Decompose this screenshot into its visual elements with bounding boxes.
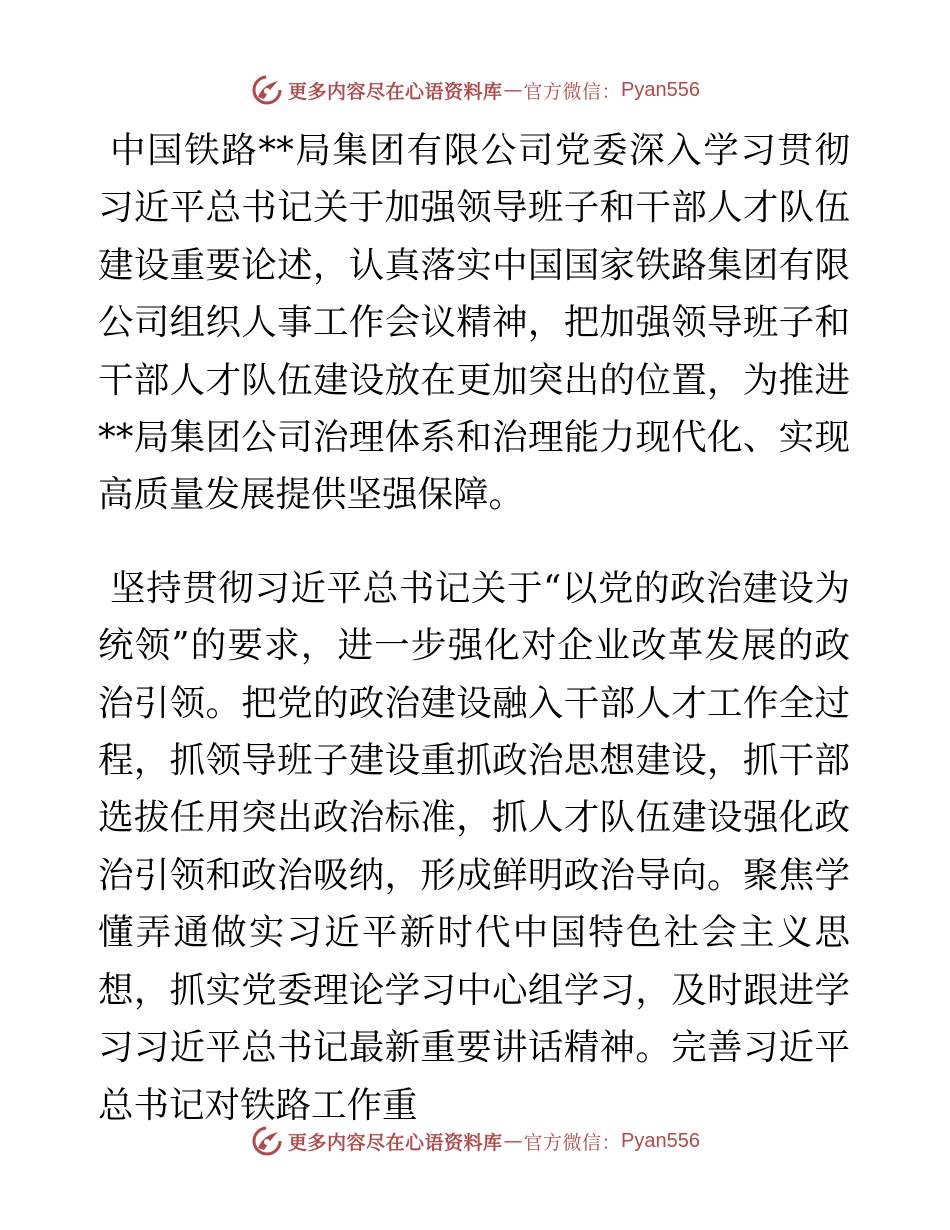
banner-wechat-id: Pyan556 xyxy=(621,78,700,101)
banner-separator: — xyxy=(503,79,523,101)
banner-slogan: 更多内容尽在心语资料库 xyxy=(288,80,503,103)
banner-wechat-label: 官方微信： xyxy=(523,80,622,103)
footer-banner xyxy=(0,1121,950,1161)
paragraph-1: 中国铁路**局集团有限公司党委深入学习贯彻习近平总书记关于加强领导班子和干部人才队伍建设重要论述，认真落实中国国家铁路集团有限公司组织人事工作会议精神，把加强领导班子和干部人才队伍建设放在更加突出的位置，为推进**局集团公司治理体系和治理能力现代化、实现高质量发展提供坚强保障。 xyxy=(98,130,850,516)
banner-wechat-label: 官方微信： xyxy=(523,1131,622,1154)
paragraph-2: 坚持贯彻习近平总书记关于“以党的政治建设为统领”的要求，进一步强化对企业改革发展的政治引领。把党的政治建设融入干部人才工作全过程，抓领导班子建设重抓政治思想建设，抓干部选拔任用突出政治标准，抓人才队伍建设强化政治引领和政治吸纳，形成鲜明政治导向。聚焦学懂弄通做实习近平新时代中国特色社会主义思想，抓实党委理论学习中心组学习，及时跟进学习习近平总书记最新重要讲话精神。完善习近平总书记对铁路工作重 xyxy=(98,567,850,1126)
document-body xyxy=(98,122,850,1134)
swirl-logo-icon xyxy=(250,73,284,107)
banner-slogan: 更多内容尽在心语资料库 xyxy=(288,1131,503,1154)
banner-separator: — xyxy=(503,1130,523,1152)
banner-wechat-id: Pyan556 xyxy=(621,1129,700,1152)
header-banner xyxy=(0,70,950,110)
swirl-logo-icon xyxy=(250,1124,284,1158)
